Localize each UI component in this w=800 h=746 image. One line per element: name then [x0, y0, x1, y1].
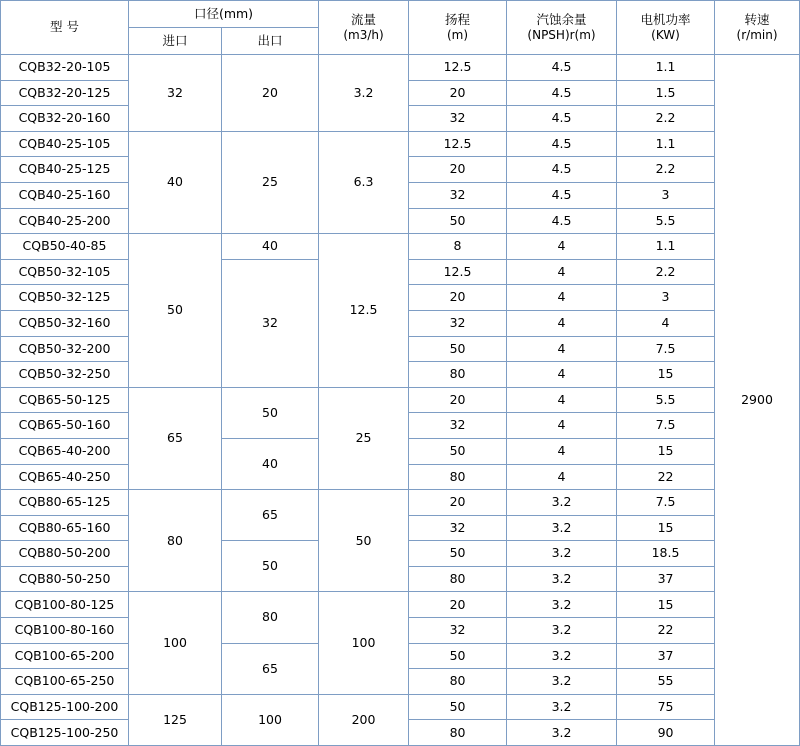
cell-inlet-diameter: 80: [129, 490, 222, 592]
table-row: [1, 234, 800, 260]
cell-model: CQB125-100-250: [1, 720, 129, 746]
cell-outlet-diameter: 65: [222, 490, 319, 541]
cell-power: 1.5: [617, 80, 715, 106]
cell-model: CQB50-32-105: [1, 259, 129, 285]
cell-inlet-diameter: 50: [129, 234, 222, 388]
cell-head: 20: [409, 387, 507, 413]
table-row: [1, 694, 800, 720]
cell-power: 7.5: [617, 336, 715, 362]
cell-power: 3: [617, 182, 715, 208]
cell-head: 20: [409, 592, 507, 618]
cell-outlet-diameter: 50: [222, 387, 319, 438]
cell-flow: 3.2: [319, 55, 409, 132]
header-npsh-label: 汽蚀余量: [536, 12, 587, 28]
cell-power: 22: [617, 464, 715, 490]
cell-head: 80: [409, 669, 507, 695]
cell-inlet-diameter: 65: [129, 387, 222, 489]
cell-outlet-diameter: 65: [222, 643, 319, 694]
cell-npsh: 3.2: [507, 592, 617, 618]
cell-head: 32: [409, 413, 507, 439]
cell-head: 20: [409, 285, 507, 311]
cell-npsh: 4.5: [507, 106, 617, 132]
cell-outlet-diameter: 20: [222, 55, 319, 132]
header-head-unit: (m): [446, 27, 469, 42]
cell-power: 75: [617, 694, 715, 720]
cell-model: CQB65-40-250: [1, 464, 129, 490]
cell-model: CQB40-25-105: [1, 131, 129, 157]
cell-npsh: 3.2: [507, 618, 617, 644]
cell-head: 80: [409, 362, 507, 388]
cell-npsh: 4: [507, 259, 617, 285]
cell-npsh: 3.2: [507, 720, 617, 746]
cell-power: 15: [617, 592, 715, 618]
cell-power: 5.5: [617, 208, 715, 234]
cell-head: 12.5: [409, 259, 507, 285]
cell-npsh: 4: [507, 336, 617, 362]
cell-npsh: 4.5: [507, 80, 617, 106]
cell-npsh: 3.2: [507, 541, 617, 567]
cell-npsh: 4.5: [507, 208, 617, 234]
cell-head: 32: [409, 310, 507, 336]
cell-model: CQB80-65-125: [1, 490, 129, 516]
cell-power: 18.5: [617, 541, 715, 567]
cell-power: 55: [617, 669, 715, 695]
cell-outlet-diameter: 50: [222, 541, 319, 592]
cell-power: 7.5: [617, 413, 715, 439]
cell-model: CQB32-20-125: [1, 80, 129, 106]
cell-power: 90: [617, 720, 715, 746]
cell-head: 32: [409, 515, 507, 541]
cell-npsh: 4.5: [507, 157, 617, 183]
cell-npsh: 4: [507, 234, 617, 260]
cell-model: CQB100-80-160: [1, 618, 129, 644]
cell-outlet-diameter: 25: [222, 131, 319, 233]
cell-head: 20: [409, 490, 507, 516]
header-npsh: [507, 1, 617, 55]
cell-head: 8: [409, 234, 507, 260]
cell-model: CQB80-65-160: [1, 515, 129, 541]
cell-flow: 12.5: [319, 234, 409, 388]
cell-npsh: 4: [507, 438, 617, 464]
header-npsh-unit: (NPSH)r(m): [527, 27, 596, 42]
cell-model: CQB50-32-160: [1, 310, 129, 336]
cell-power: 2.2: [617, 259, 715, 285]
cell-inlet-diameter: 32: [129, 55, 222, 132]
cell-outlet-diameter: 40: [222, 438, 319, 489]
cell-head: 32: [409, 106, 507, 132]
cell-power: 15: [617, 362, 715, 388]
header-diameter-group: 口径(mm): [129, 1, 319, 28]
cell-outlet-diameter: 80: [222, 592, 319, 643]
cell-npsh: 3.2: [507, 515, 617, 541]
cell-head: 12.5: [409, 55, 507, 81]
cell-power: 37: [617, 566, 715, 592]
header-inlet: 进口: [129, 28, 222, 55]
cell-npsh: 3.2: [507, 490, 617, 516]
table-body: [1, 55, 800, 746]
cell-model: CQB100-65-200: [1, 643, 129, 669]
cell-npsh: 4: [507, 387, 617, 413]
cell-inlet-diameter: 100: [129, 592, 222, 694]
cell-npsh: 4.5: [507, 182, 617, 208]
cell-npsh: 4.5: [507, 55, 617, 81]
header-speed-unit: (r/min): [736, 27, 778, 42]
cell-model: CQB80-50-200: [1, 541, 129, 567]
cell-head: 80: [409, 464, 507, 490]
cell-head: 50: [409, 694, 507, 720]
cell-flow: 6.3: [319, 131, 409, 233]
cell-outlet-diameter: 40: [222, 234, 319, 260]
cell-power: 7.5: [617, 490, 715, 516]
cell-model: CQB100-65-250: [1, 669, 129, 695]
cell-npsh: 4: [507, 362, 617, 388]
header-flow: [319, 1, 409, 55]
cell-model: CQB65-50-160: [1, 413, 129, 439]
table-row: [1, 55, 800, 81]
cell-power: 5.5: [617, 387, 715, 413]
cell-head: 80: [409, 720, 507, 746]
cell-model: CQB100-80-125: [1, 592, 129, 618]
cell-power: 3: [617, 285, 715, 311]
cell-power: 4: [617, 310, 715, 336]
cell-flow: 100: [319, 592, 409, 694]
cell-flow: 25: [319, 387, 409, 489]
header-flow-unit: (m3/h): [343, 27, 384, 42]
cell-inlet-diameter: 40: [129, 131, 222, 233]
cell-power: 1.1: [617, 234, 715, 260]
cell-model: CQB32-20-105: [1, 55, 129, 81]
cell-head: 32: [409, 182, 507, 208]
cell-npsh: 3.2: [507, 669, 617, 695]
cell-model: CQB65-50-125: [1, 387, 129, 413]
cell-npsh: 4: [507, 310, 617, 336]
cell-head: 50: [409, 208, 507, 234]
cell-head: 32: [409, 618, 507, 644]
cell-model: CQB65-40-200: [1, 438, 129, 464]
cell-npsh: 4: [507, 413, 617, 439]
cell-power: 37: [617, 643, 715, 669]
cell-model: CQB50-40-85: [1, 234, 129, 260]
header-flow-label: 流量: [351, 12, 377, 28]
cell-model: CQB50-32-200: [1, 336, 129, 362]
table-header: [1, 1, 800, 55]
cell-npsh: 3.2: [507, 566, 617, 592]
header-speed-label: 转速: [744, 12, 770, 28]
header-row-1: [1, 1, 800, 28]
cell-head: 50: [409, 541, 507, 567]
cell-head: 12.5: [409, 131, 507, 157]
cell-speed: 2900: [715, 55, 800, 746]
cell-head: 20: [409, 80, 507, 106]
header-speed: [715, 1, 800, 55]
cell-head: 20: [409, 157, 507, 183]
cell-head: 50: [409, 643, 507, 669]
cell-power: 15: [617, 438, 715, 464]
cell-npsh: 3.2: [507, 694, 617, 720]
cell-flow: 50: [319, 490, 409, 592]
cell-npsh: 3.2: [507, 643, 617, 669]
cell-head: 80: [409, 566, 507, 592]
cell-power: 2.2: [617, 157, 715, 183]
cell-power: 22: [617, 618, 715, 644]
table-row: [1, 490, 800, 516]
cell-npsh: 4: [507, 464, 617, 490]
cell-model: CQB40-25-125: [1, 157, 129, 183]
cell-outlet-diameter: 100: [222, 694, 319, 745]
cell-head: 50: [409, 336, 507, 362]
cell-power: 2.2: [617, 106, 715, 132]
cell-power: 1.1: [617, 131, 715, 157]
header-power-label: 电机功率: [640, 12, 691, 28]
header-outlet: 出口: [222, 28, 319, 55]
header-power-unit: (KW): [651, 27, 680, 42]
cell-outlet-diameter: 32: [222, 259, 319, 387]
cell-model: CQB80-50-250: [1, 566, 129, 592]
table-row: [1, 387, 800, 413]
header-power: [617, 1, 715, 55]
cell-model: CQB50-32-250: [1, 362, 129, 388]
cell-inlet-diameter: 125: [129, 694, 222, 745]
cell-power: 15: [617, 515, 715, 541]
table-row: [1, 131, 800, 157]
cell-npsh: 4.5: [507, 131, 617, 157]
cell-flow: 200: [319, 694, 409, 745]
cell-head: 50: [409, 438, 507, 464]
header-head-label: 扬程: [445, 12, 471, 28]
header-model: 型 号: [1, 1, 129, 55]
cell-model: CQB50-32-125: [1, 285, 129, 311]
cell-model: CQB125-100-200: [1, 694, 129, 720]
cell-power: 1.1: [617, 55, 715, 81]
header-head: [409, 1, 507, 55]
table-row: [1, 592, 800, 618]
cell-model: CQB32-20-160: [1, 106, 129, 132]
cell-model: CQB40-25-200: [1, 208, 129, 234]
cell-npsh: 4: [507, 285, 617, 311]
cell-model: CQB40-25-160: [1, 182, 129, 208]
